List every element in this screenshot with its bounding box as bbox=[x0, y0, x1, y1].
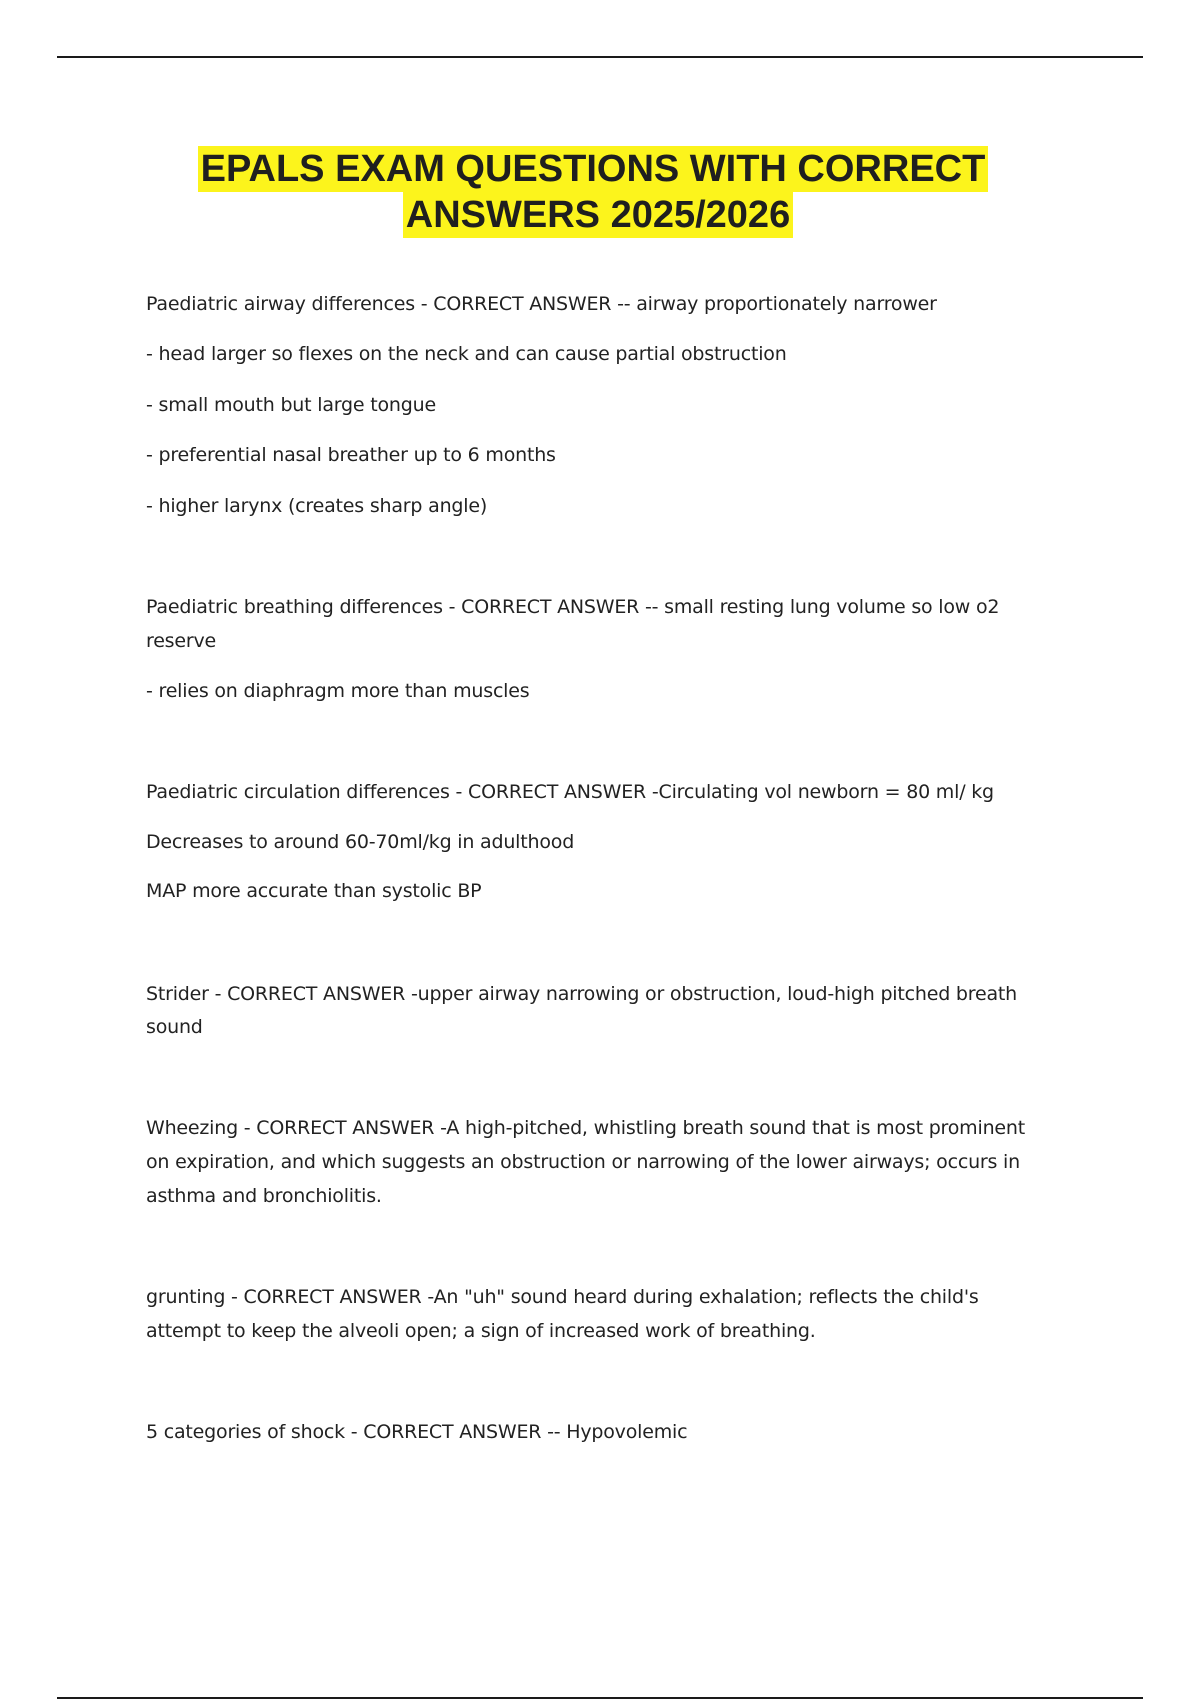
text-line: on expiration, and which suggests an obstruction or narrowing of the lower airways; occurs in bbox=[146, 1151, 1020, 1173]
text-line: MAP more accurate than systolic BP bbox=[146, 880, 482, 902]
text-line: 5 categories of shock - CORRECT ANSWER -- Hypovolemic bbox=[146, 1421, 688, 1443]
text-line: Paediatric circulation differences - CORRECT ANSWER -Circulating vol newborn = 80 ml/ kg bbox=[146, 781, 994, 803]
text-line: Decreases to around 60-70ml/kg in adulthood bbox=[146, 831, 575, 853]
text-line: - head larger so flexes on the neck and can cause partial obstruction bbox=[146, 343, 787, 365]
text-line: - relies on diaphragm more than muscles bbox=[146, 680, 530, 702]
text-line: - small mouth but large tongue bbox=[146, 394, 436, 416]
document-title bbox=[0, 146, 1200, 238]
text-line: Paediatric breathing differences - CORRECT ANSWER -- small resting lung volume so low o2 bbox=[146, 596, 1000, 618]
title-line-2: ANSWERS 2025/2026 bbox=[403, 192, 793, 238]
text-line: - higher larynx (creates sharp angle) bbox=[146, 495, 488, 517]
text-line: reserve bbox=[146, 630, 217, 652]
text-line: sound bbox=[146, 1016, 203, 1038]
text-line: Strider - CORRECT ANSWER -upper airway narrowing or obstruction, loud-high pitched breath bbox=[146, 983, 1017, 1005]
text-line: grunting - CORRECT ANSWER -An "uh" sound heard during exhalation; reflects the child's bbox=[146, 1286, 979, 1308]
text-line: asthma and bronchiolitis. bbox=[146, 1185, 382, 1207]
text-line: Wheezing - CORRECT ANSWER -A high-pitched, whistling breath sound that is most prominent bbox=[146, 1117, 1025, 1139]
bottom-rule bbox=[57, 1697, 1143, 1699]
text-line: Paediatric airway differences - CORRECT ANSWER -- airway proportionately narrower bbox=[146, 293, 937, 315]
text-line: - preferential nasal breather up to 6 months bbox=[146, 444, 556, 466]
text-line: attempt to keep the alveoli open; a sign of increased work of breathing. bbox=[146, 1320, 816, 1342]
top-rule bbox=[57, 56, 1143, 58]
title-line-1: EPALS EXAM QUESTIONS WITH CORRECT bbox=[198, 146, 989, 192]
